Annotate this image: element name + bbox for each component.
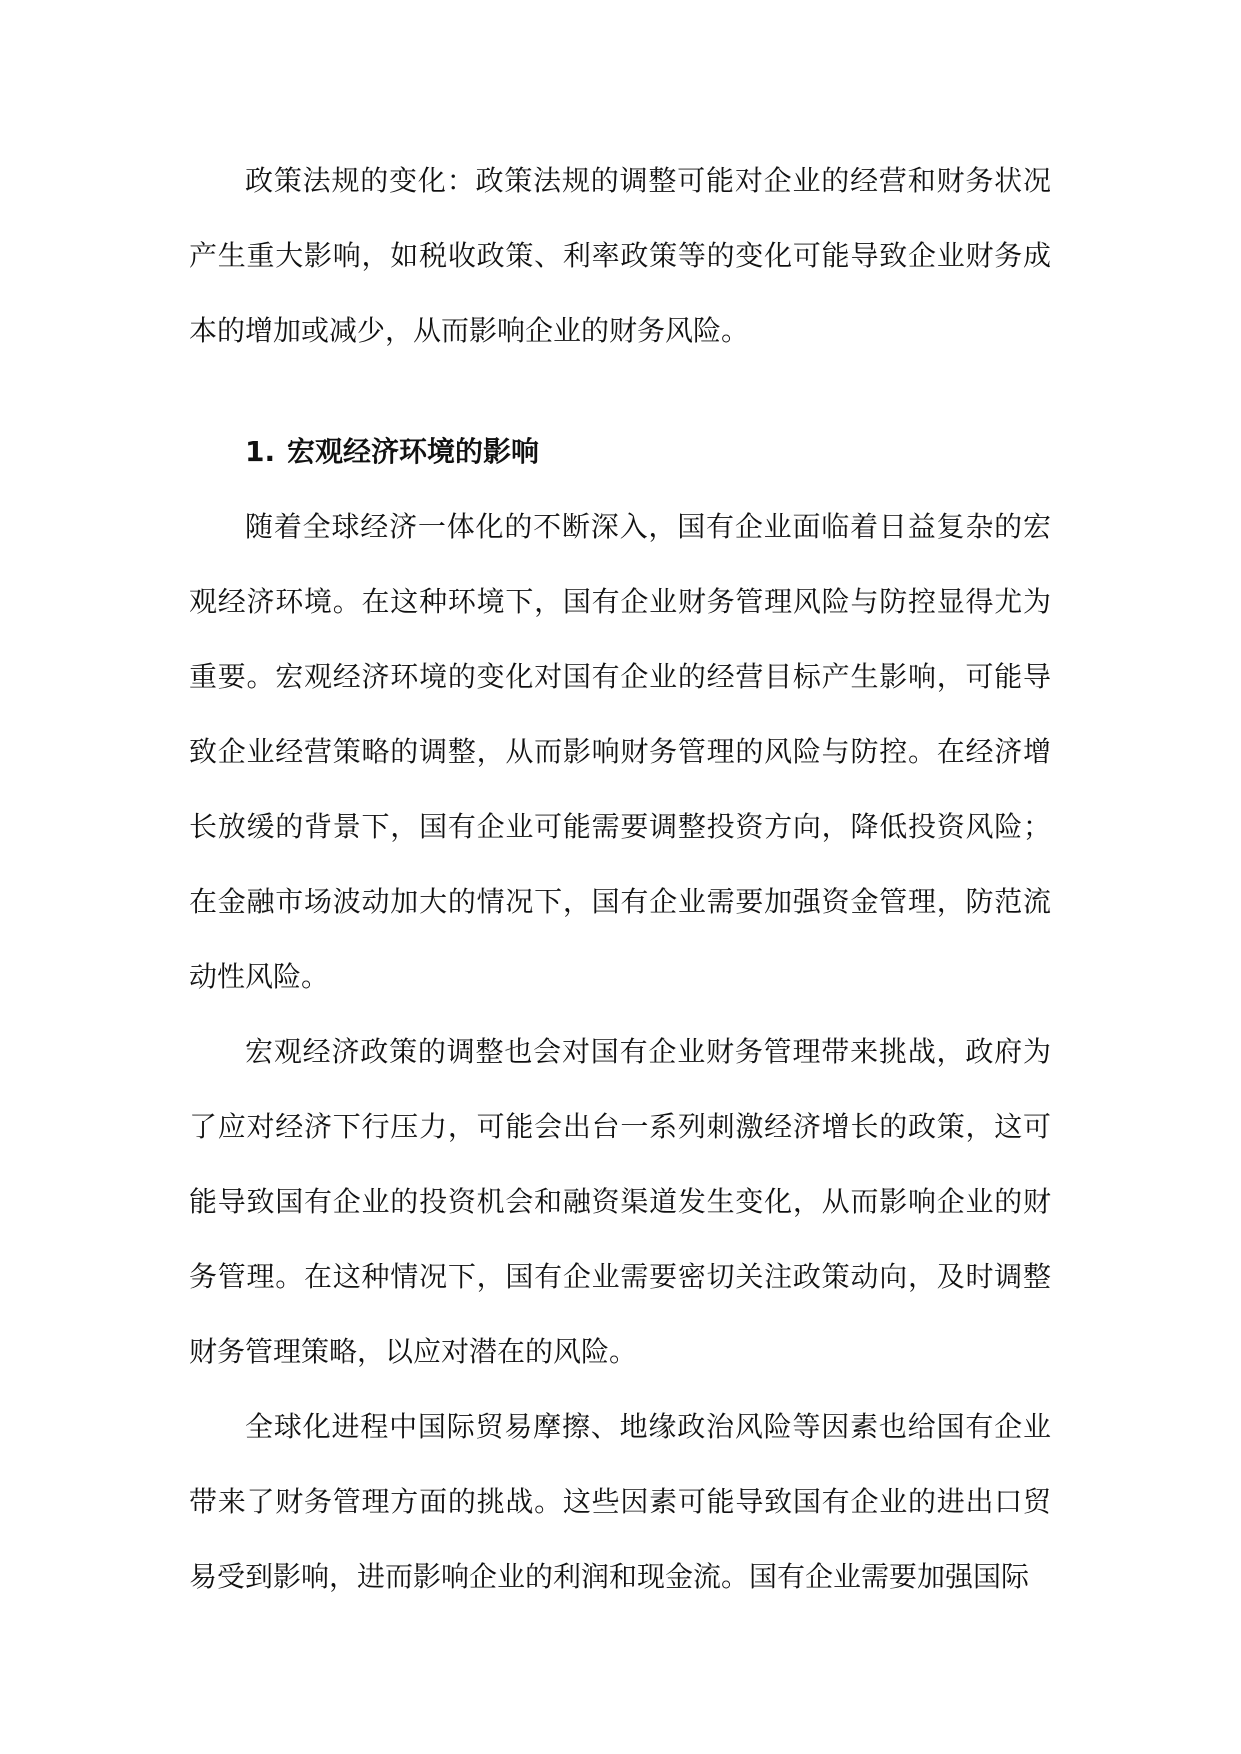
- paragraph-policy-changes: 政策法规的变化：政策法规的调整可能对企业的经营和财务状况产生重大影响，如税收政策、利率政策等的变化可能导致企业财务成本的增加或减少，从而影响企业的财务风险。: [189, 164, 1051, 347]
- section-number: 1.: [245, 435, 276, 468]
- paragraph-macro-policy: 宏观经济政策的调整也会对国有企业财务管理带来挑战，政府为了应对经济下行压力，可能会出台一系列刺激经济增长的政策，这可能导致国有企业的投资机会和融资渠道发生变化，从而影响企业的财务管理。在这种情况下，国有企业需要密切关注政策动向，及时调整财务管理策略，以应对潜在的风险。: [189, 1035, 1051, 1368]
- paragraph-macro-environment: 随着全球经济一体化的不断深入，国有企业面临着日益复杂的宏观经济环境。在这种环境下，国有企业财务管理风险与防控显得尤为重要。宏观经济环境的变化对国有企业的经营目标产生影响，可能导致企业经营策略的调整，从而影响财务管理的风险与防控。在经济增长放缓的背景下，国有企业可能需要调整投资方向，降低投资风险；在金融市场波动加大的情况下，国有企业需要加强资金管理，防范流动性风险。: [189, 510, 1051, 993]
- paragraph-globalization: 全球化进程中国际贸易摩擦、地缘政治风险等因素也给国有企业带来了财务管理方面的挑战。这些因素可能导致国有企业的进出口贸易受到影响，进而影响企业的利润和现金流。国有企业需要加强国际: [189, 1410, 1051, 1593]
- document-body: [189, 143, 1051, 1614]
- section-title: 宏观经济环境的影响: [287, 435, 540, 468]
- section-heading: [189, 414, 1051, 489]
